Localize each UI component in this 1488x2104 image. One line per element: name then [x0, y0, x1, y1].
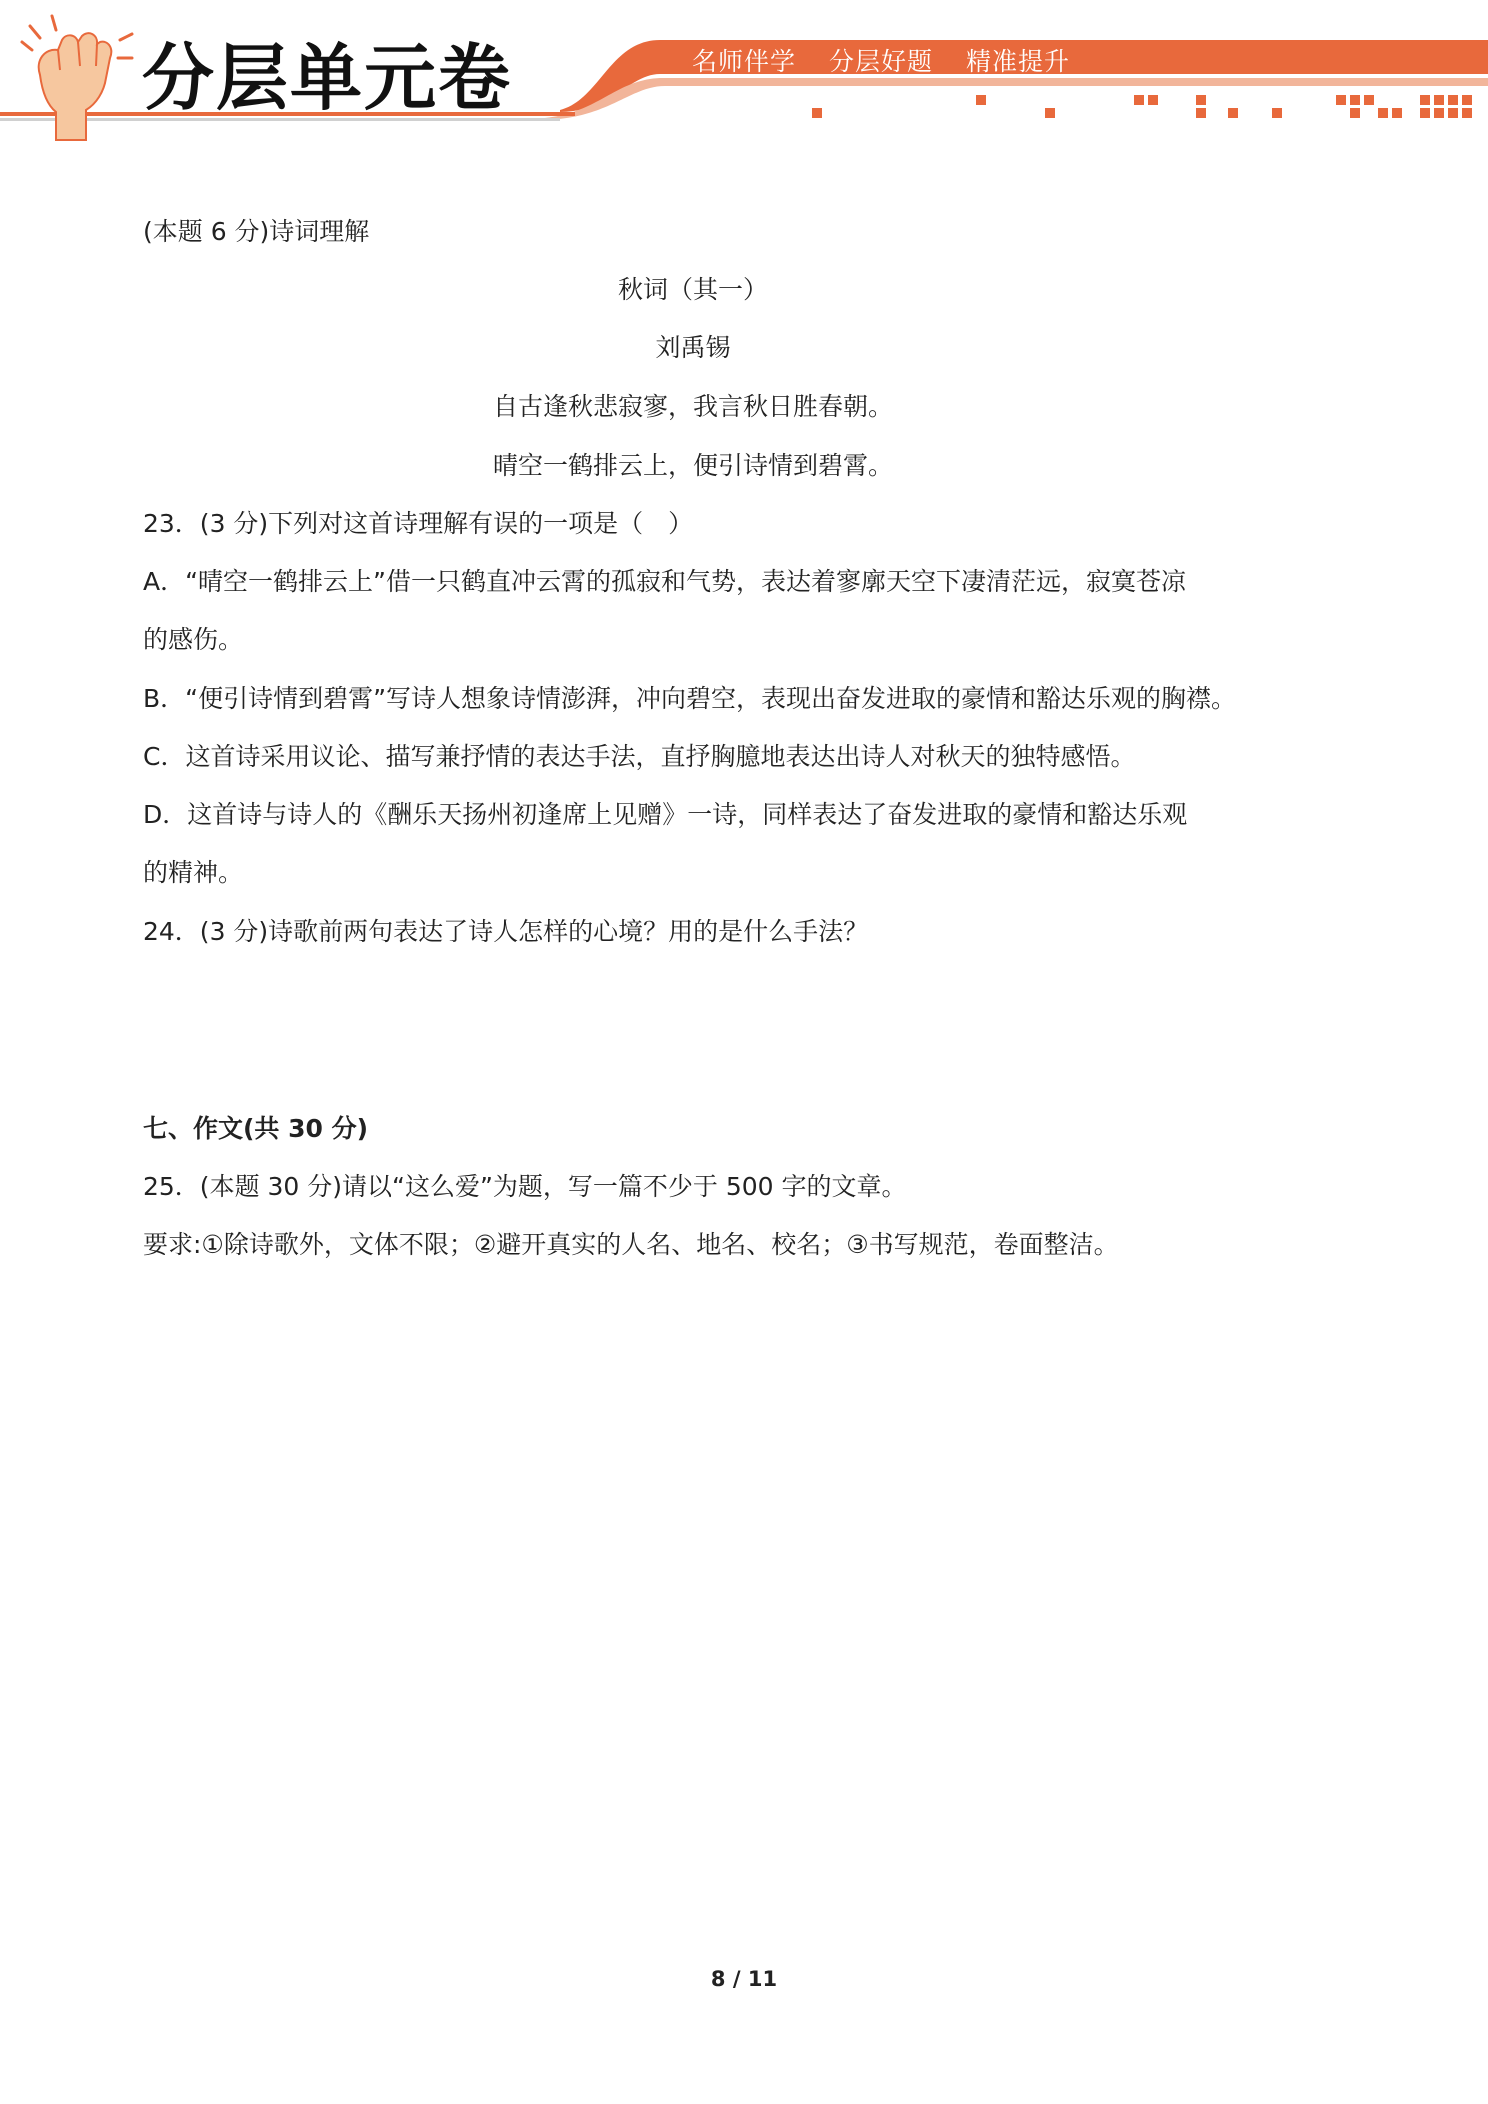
question-23-option-a: A．“晴空一鹤排云上”借一只鹤直冲云霄的孤寂和气势，表达着寥廓天空下凄清茫远，寂寞苍凉 — [143, 567, 1187, 596]
page-number: 8 / 11 — [710, 1967, 778, 1991]
question-23-stem: 23．(3 分)下列对这首诗理解有误的一项是（ ） — [143, 509, 694, 538]
slogan-1: 名师伴学 — [692, 47, 797, 76]
question-23-option-d-cont: 的精神。 — [143, 858, 244, 887]
question-23-option-c: C．这首诗采用议论、描写兼抒情的表达手法，直抒胸臆地表达出诗人对秋天的独特感悟。 — [143, 742, 1136, 771]
question-25-stem: 25．(本题 30 分)请以“这么爱”为题，写一篇不少于 500 字的文章。 — [143, 1172, 907, 1201]
question-23-option-d: D．这首诗与诗人的《酬乐天扬州初逢席上见赠》一诗，同样表达了奋发进取的豪情和豁达乐观 — [143, 800, 1188, 829]
fist-logo-icon — [22, 16, 132, 140]
brand-title: 分层单元卷 — [142, 36, 513, 120]
slogan-2: 分层好题 — [828, 47, 933, 76]
question-25-requirements: 要求:①除诗歌外，文体不限；②避开真实的人名、地名、校名；③书写规范，卷面整洁。 — [143, 1230, 1119, 1259]
poem-author: 刘禹锡 — [655, 333, 731, 362]
question-23-option-a-cont: 的感伤。 — [143, 625, 244, 654]
poem-line-1: 自古逢秋悲寂寥，我言秋日胜春朝。 — [492, 392, 893, 421]
question-24-stem: 24．(3 分)诗歌前两句表达了诗人怎样的心境？用的是什么手法？ — [143, 917, 869, 946]
question-23-option-b: B．“便引诗情到碧霄”写诗人想象诗情澎湃，冲向碧空，表现出奋发进取的豪情和豁达乐观的胸襟。 — [143, 684, 1237, 713]
poem-line-2: 晴空一鹤排云上，便引诗情到碧霄。 — [492, 451, 893, 480]
page-header — [0, 0, 1488, 150]
section-intro: (本题 6 分)诗词理解 — [143, 217, 370, 246]
slogan-3: 精准提升 — [965, 47, 1070, 76]
header-slogans — [692, 42, 1094, 78]
poem-title: 秋词（其一） — [617, 275, 768, 304]
section-7-heading: 七、作文(共 30 分) — [143, 1114, 369, 1143]
